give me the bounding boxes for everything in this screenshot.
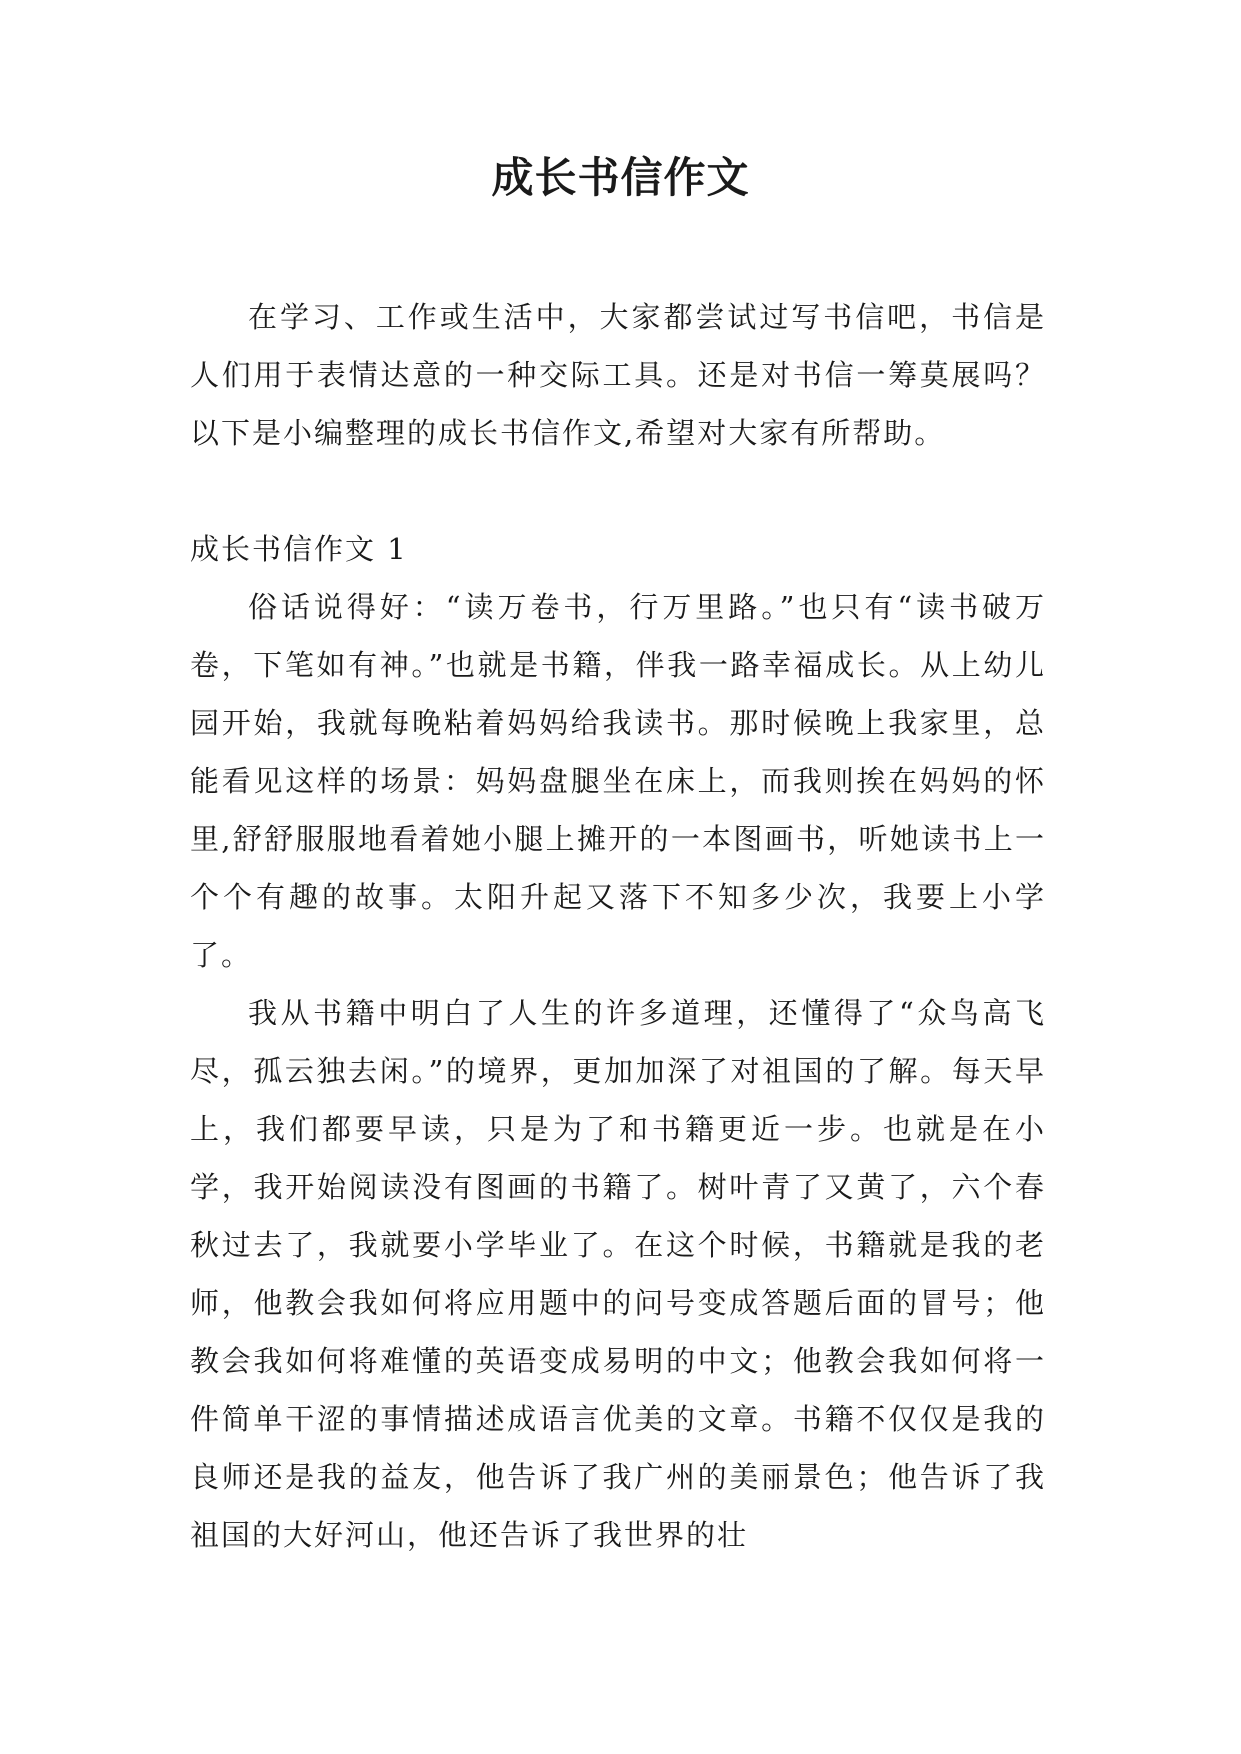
intro-paragraph: 在学习、工作或生活中，大家都尝试过写书信吧，书信是人们用于表情达意的一种交际工具。还是对书信一筹莫展吗？以下是小编整理的成长书信作文,希望对大家有所帮助。 <box>190 300 1046 450</box>
document-title: 成长书信作文 <box>491 153 750 202</box>
document-body <box>190 288 1046 1564</box>
section-heading: 成长书信作文 1 <box>190 532 408 566</box>
body-paragraph: 俗话说得好：“读万卷书，行万里路。”也只有“读书破万卷，下笔如有神。”也就是书籍，伴我一路幸福成长。从上幼儿园开始，我就每晚粘着妈妈给我读书。那时候晚上我家里，总能看见这样的场景：妈妈盘腿坐在床上，而我则挨在妈妈的怀里,舒舒服服地看着她小腿上摊开的一本图画书，听她读书上一个个有趣的故事。太阳升起又落下不知多少次，我要上小学了。 <box>190 590 1046 972</box>
section-1 <box>190 520 1046 1564</box>
body-paragraph: 我从书籍中明白了人生的许多道理，还懂得了“众鸟高飞尽，孤云独去闲。”的境界，更加加深了对祖国的了解。每天早上，我们都要早读，只是为了和书籍更近一步。也就是在小学，我开始阅读没有图画的书籍了。树叶青了又黄了，六个春秋过去了，我就要小学毕业了。在这个时候，书籍就是我的老师，他教会我如何将应用题中的问号变成答题后面的冒号；他教会我如何将难懂的英语变成易明的中文；他教会我如何将一件简单干涩的事情描述成语言优美的文章。书籍不仅仅是我的良师还是我的益友，他告诉了我广州的美丽景色；他告诉了我祖国的大好河山，他还告诉了我世界的壮 <box>190 996 1046 1552</box>
